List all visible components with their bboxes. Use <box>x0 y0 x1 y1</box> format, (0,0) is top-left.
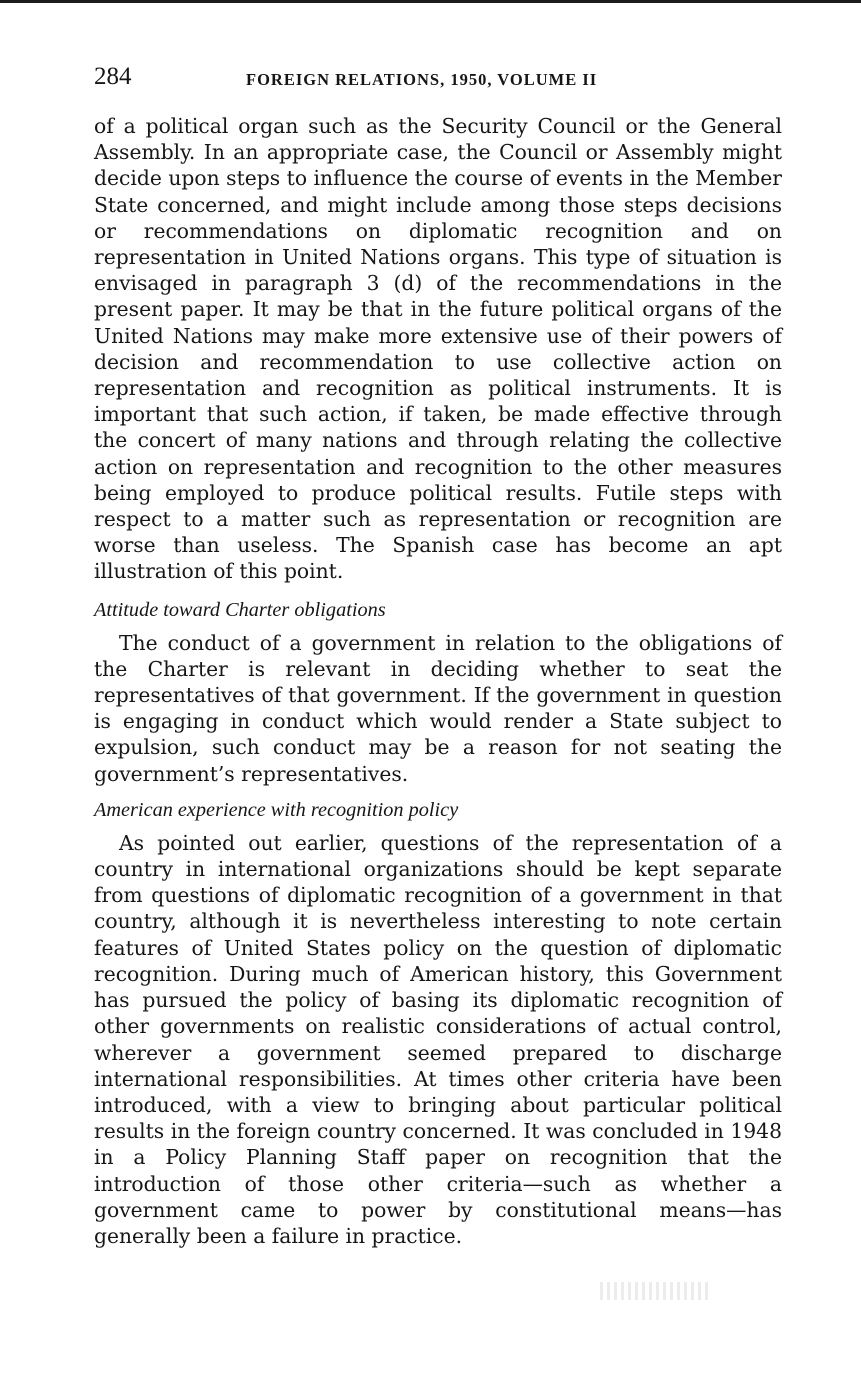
page-top-border <box>0 0 861 3</box>
page-number: 284 <box>94 63 132 90</box>
running-header-title: FOREIGN RELATIONS, 1950, VOLUME II <box>246 70 598 89</box>
running-header <box>94 58 782 98</box>
body-paragraph-3: As pointed out earlier, questions of the representation of a country in international organizations should be kept separate from questions of diplomatic recognition of a government in that country, although it is nevertheless interesting to note certain features of United States policy on the question of diplomatic recognition. During much of American history, this Government has pursued the policy of basing its diplomatic recognition of other governments on realistic considerations of actual control, wherever a government seemed prepared to discharge international responsibilities. At times other criteria have been introduced, with a view to bringing about particular political results in the foreign country concerned. It was concluded in 1948 in a Policy Planning Staff paper on recognition that the introduction of those other criteria—such as whether a government came to power by constitutional means—has generally been a failure in practice. <box>94 830 782 1248</box>
body-paragraph-2: The conduct of a government in relation to the obligations of the Charter is relevant in deciding whether to seat the representatives of that government. If the government in question is engaging in conduct which would render a State subject to expulsion, such conduct may be a reason for not seating the government’s representatives. <box>94 630 782 786</box>
section-heading-charter-obligations: Attitude toward Charter obligations <box>94 598 386 621</box>
scan-smudge <box>600 1282 710 1300</box>
document-page <box>94 58 782 1249</box>
body-paragraph-1: of a political organ such as the Security Council or the General Assembly. In an appropriate case, the Council or Assembly might decide upon steps to influence the course of events in the Member State concerned, and might include among those steps decisions or recommendations on diplomatic recognition and on representation in United Nations organs. This type of situation is envisaged in paragraph 3 (d) of the recommendations in the present paper. It may be that in the future political organs of the United Nations may make more extensive use of their powers of decision and recommendation to use collective action on representation and recognition as political instruments. It is important that such action, if taken, be made effective through the concert of many nations and through relating the collective action on representation and recognition to the other measures being employed to produce political results. Futile steps with respect to a matter such as representation or recognition are worse than useless. The Spanish case has become an apt illustration of this point. <box>94 114 782 584</box>
section-heading-american-experience: American experience with recognition policy <box>94 798 459 821</box>
